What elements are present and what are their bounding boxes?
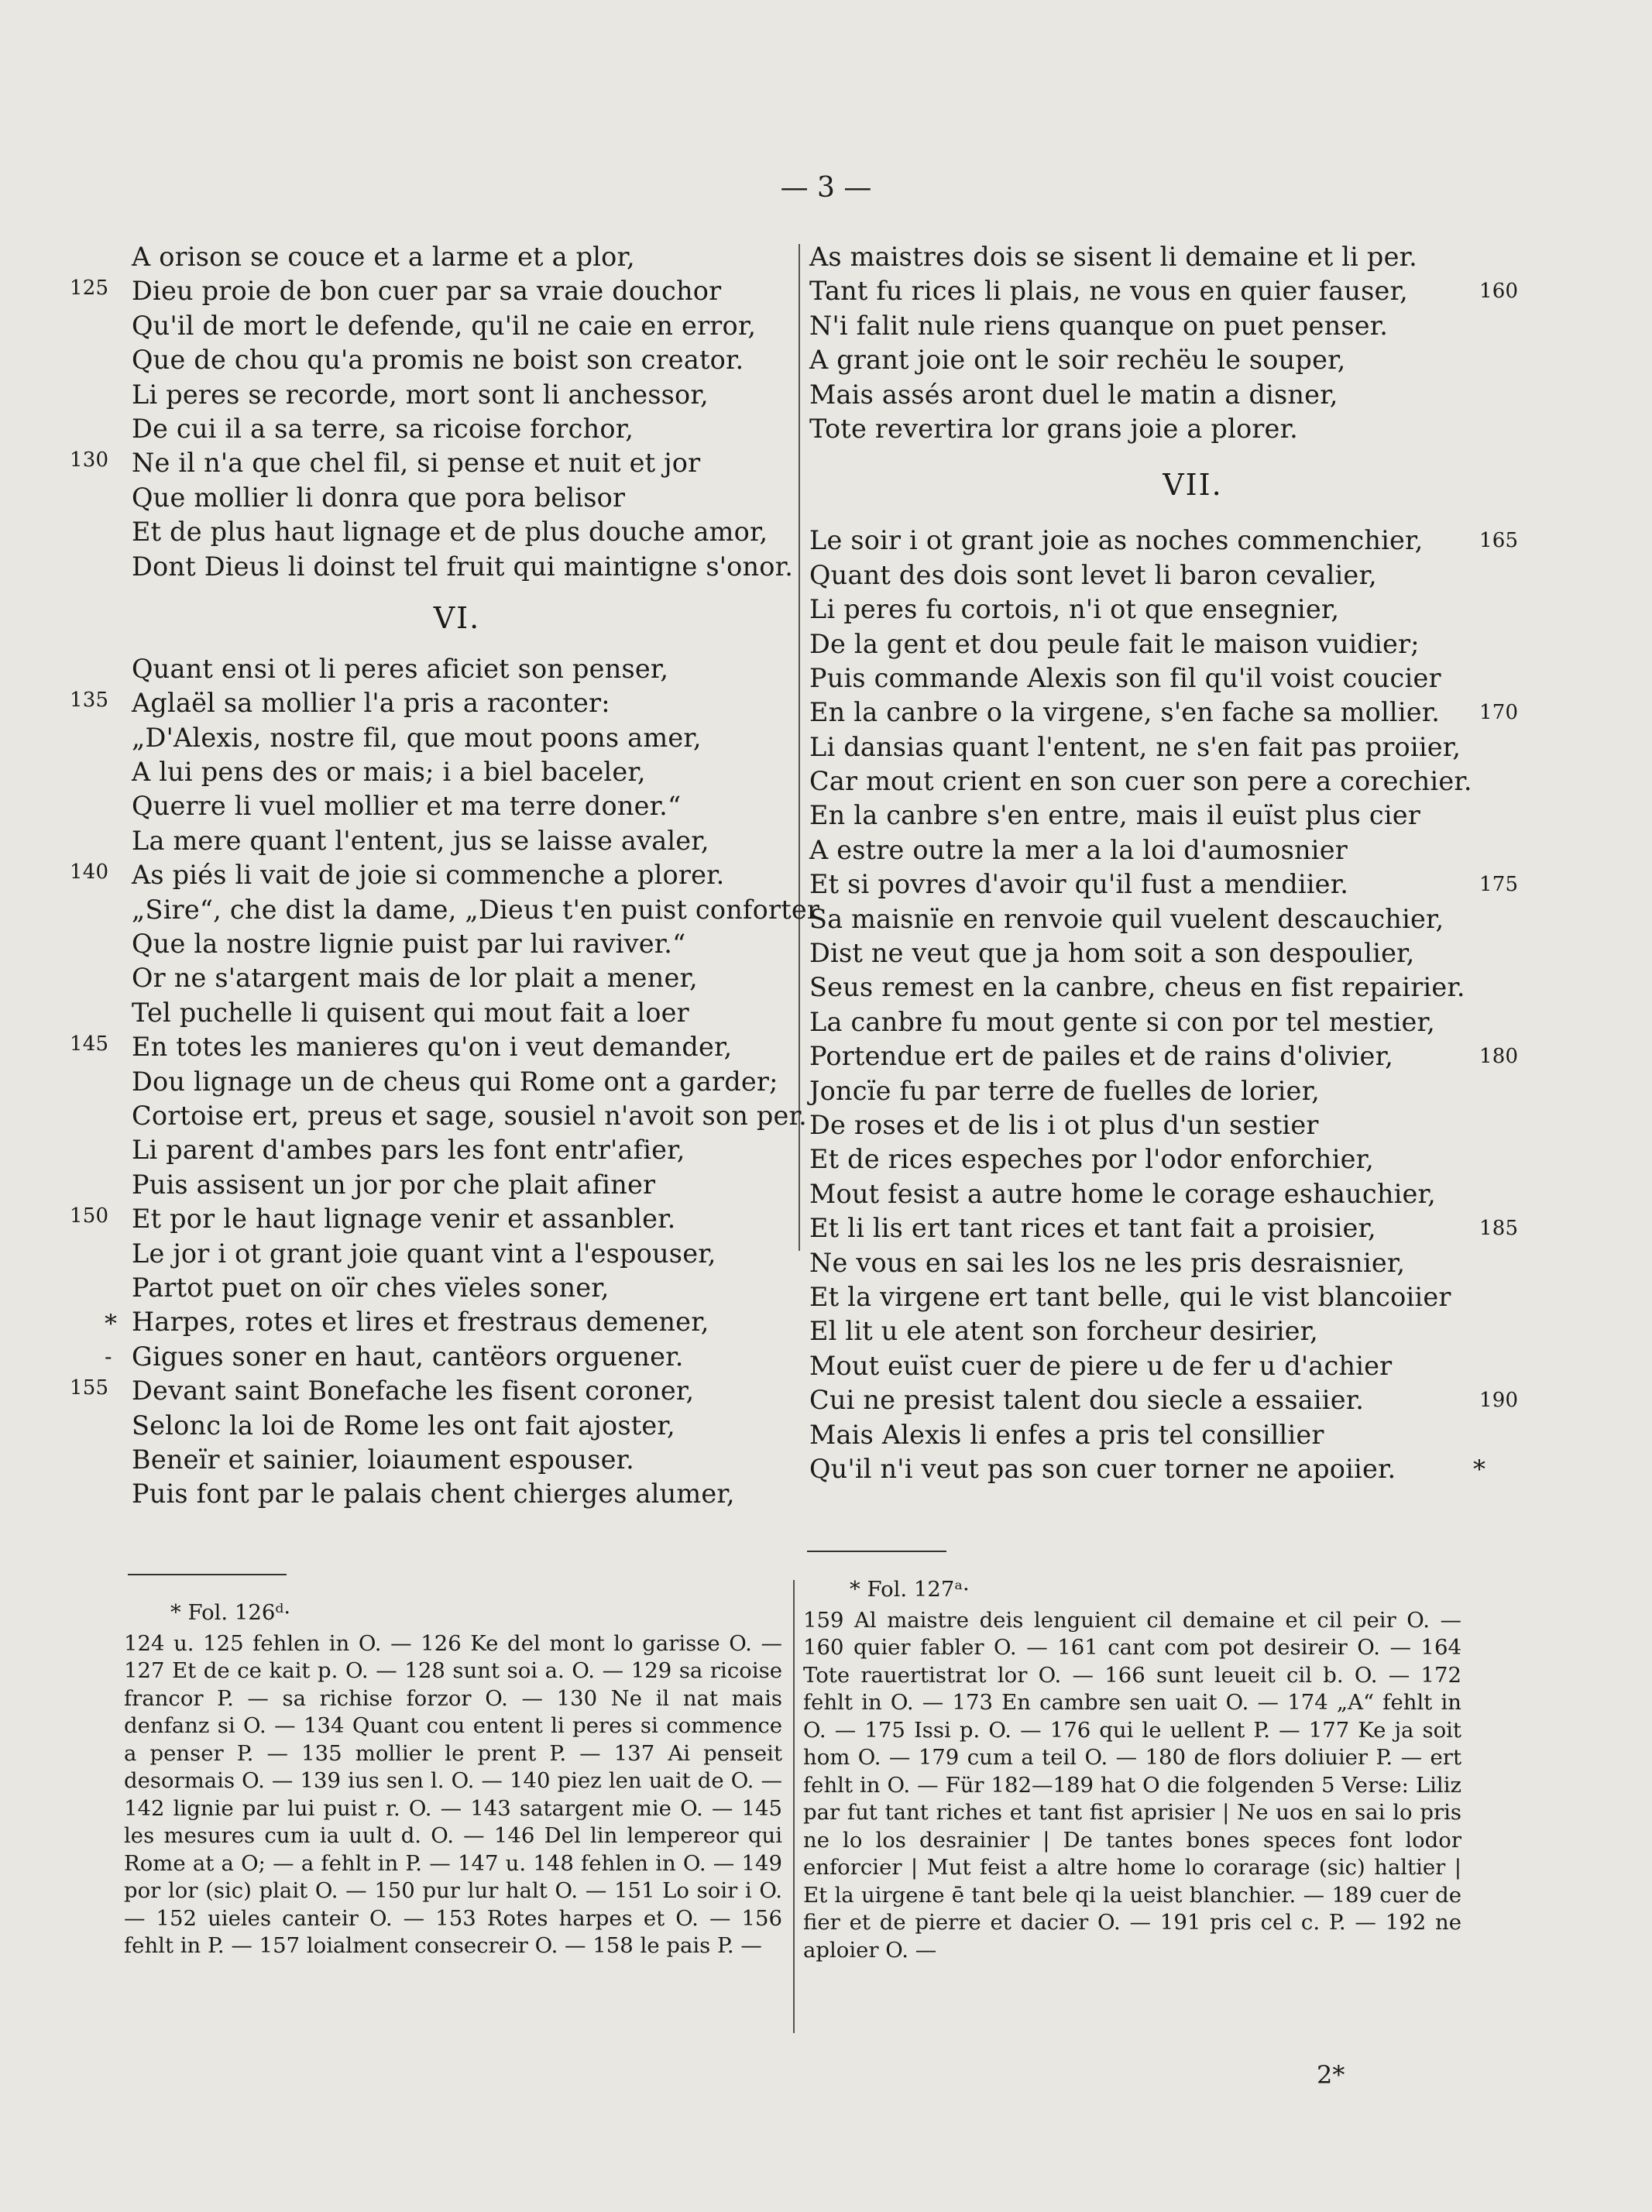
verse-line <box>805 1177 1572 1211</box>
verse-line <box>70 927 790 961</box>
folio-marker: * <box>1473 1454 1486 1484</box>
line-number: - <box>105 1343 112 1369</box>
verse-text: Et si povres d'avoir qu'il fust a mendiier. <box>809 869 1349 900</box>
verse-line <box>70 240 790 274</box>
verse-text: Qu'il de mort le defende, qu'il ne caie en error, <box>132 310 757 341</box>
verse-line <box>805 902 1572 936</box>
verse-text: Tel puchelle li quisent qui mout fait a loer <box>132 997 689 1028</box>
verse-line <box>805 970 1572 1005</box>
verse-line <box>805 799 1572 833</box>
verse-line <box>70 1030 790 1064</box>
verse-text: Li peres se recorde, mort sont li anchessor, <box>132 379 709 410</box>
verse-line <box>70 1409 790 1443</box>
verse-line <box>70 515 790 549</box>
footnote-rule-left <box>128 1574 287 1575</box>
verse-text: Mais assés aront duel le matin a disner, <box>809 379 1338 410</box>
right-verse-block-1 <box>805 240 1572 446</box>
verse-text: Li peres fu cortois, n'i ot que ensegnier, <box>809 594 1340 625</box>
verse-text: Ne vous en sai les los ne les pris desraisnier, <box>809 1247 1406 1278</box>
verse-line <box>70 481 790 515</box>
verse-text: Dou lignage un de cheus qui Rome ont a garder; <box>132 1066 778 1097</box>
verse-text: Puis commande Alexis son fil qu'il voist coucier <box>809 662 1441 693</box>
verse-text: Tant fu rices li plais, ne vous en quier fauser, <box>809 276 1408 307</box>
left-verse-block-1 <box>70 240 794 584</box>
verse-line <box>70 721 790 755</box>
verse-text: „Sire“, che dist la dame, „Dieus t'en puist conforter <box>132 894 820 925</box>
verse-line <box>70 343 790 377</box>
verse-line <box>70 1271 790 1305</box>
verse-text: Puis assisent un jor por che plait afiner <box>132 1169 656 1200</box>
verse-line <box>805 1005 1572 1039</box>
verse-line <box>70 996 790 1030</box>
verse-text: Mais Alexis li enfes a pris tel consillier <box>809 1419 1324 1450</box>
verse-text: La canbre fu mout gente si con por tel mestier, <box>809 1006 1435 1037</box>
verse-line <box>805 1418 1572 1452</box>
verse-line <box>805 378 1572 412</box>
line-number: 175 <box>1479 873 1519 897</box>
verse-text: Joncïe fu par terre de fuelles de lorier, <box>809 1075 1320 1106</box>
verse-line <box>805 309 1572 343</box>
verse-line <box>70 1374 790 1408</box>
footnote-folio-right: * Fol. 127ᵃ· <box>850 1577 970 1602</box>
verse-line <box>70 378 790 412</box>
footnote-divider <box>793 1580 795 2033</box>
verse-line <box>805 867 1572 902</box>
verse-text: Beneïr et sainier, loiaument espouser. <box>132 1444 635 1475</box>
verse-text: Que de chou qu'a promis ne boist son creator. <box>132 345 744 376</box>
verse-line <box>805 1383 1572 1417</box>
verse-text: Tote revertira lor grans joie a plorer. <box>809 413 1298 444</box>
verse-text: Li dansias quant l'entent, ne s'en fait pas proiier, <box>809 731 1461 762</box>
footnote-text-left: 124 u. 125 fehlen in O. — 126 Ke del mont lo garisse O. — 127 Et de ce kait p. O. — 128 sunt soi a. O. — 129 sa ricoise francor P. — sa richise forzor O. — 130 Ne il nat mais denfanz si O. — 134 Quant cou entent li peres si commence a penser P. — 135 mollier le prent P. — 137 Ai penseit desormais O. — 139 ius sen l. O. — 140 piez len uait de O. — 142 lignie par lui puist r. O. — 143 satargent mie O. — 145 les mesures cum ia uult d. O. — 146 Del lin lempereor qui Rome at a O; — a fehlt in P. — 147 u. 148 fehlen in O. — 149 por lor (sic) plait O. — 150 pur lur halt O. — 151 Lo soir i O. — 152 uieles canteir O. — 153 Rotes harpes et O. — 156 fehlt in P. — 157 loialment consecreir O. — 158 le pais P. — <box>124 1630 782 1958</box>
verse-text: Quant des dois sont levet li baron cevalier, <box>809 559 1377 590</box>
line-number: 165 <box>1479 529 1519 553</box>
verse-text: Seus remest en la canbre, cheus en fist repairier. <box>809 972 1465 1003</box>
verse-text: Gigues soner en haut, cantëors orguener. <box>132 1341 684 1372</box>
verse-text: Devant saint Bonefache les fisent coroner, <box>132 1376 695 1407</box>
signature-mark: 2* <box>1317 2060 1345 2090</box>
verse-text: Le jor i ot grant joie quant vint a l'espouser, <box>132 1238 716 1269</box>
verse-line <box>70 652 790 686</box>
verse-text: A lui pens des or mais; i a biel baceler, <box>132 757 646 788</box>
verse-line <box>805 730 1572 764</box>
verse-text: A orison se couce et a larme et a plor, <box>132 242 635 272</box>
verse-line <box>70 755 790 789</box>
verse-text: Cui ne presist talent dou siecle a essaiier. <box>809 1385 1365 1416</box>
verse-line <box>805 558 1572 592</box>
verse-text: „D'Alexis, nostre fil, que mout poons amer, <box>132 722 702 753</box>
line-number: 130 <box>70 448 109 472</box>
verse-text: Qu'il n'i veut pas son cuer torner ne apoiier. <box>809 1453 1396 1484</box>
verse-text: Puis font par le palais chent chierges alumer, <box>132 1479 735 1510</box>
verse-line <box>805 240 1572 274</box>
verse-text: El lit u ele atent son forcheur desirier, <box>809 1316 1319 1347</box>
verse-text: Dieu proie de bon cuer par sa vraie douchor <box>132 276 722 307</box>
line-number: 170 <box>1479 701 1519 725</box>
line-number: 160 <box>1479 280 1519 304</box>
verse-text: En la canbre s'en entre, mais il euïst plus cier <box>809 800 1420 831</box>
verse-line <box>805 1314 1572 1348</box>
line-number: 145 <box>70 1032 109 1056</box>
verse-text: Et la virgene ert tant belle, qui le vist blancoiier <box>809 1281 1451 1312</box>
verse-line <box>805 274 1572 308</box>
verse-line <box>805 1142 1572 1176</box>
verse-line <box>70 1237 790 1271</box>
verse-line <box>70 961 790 995</box>
verse-text: Aglaël sa mollier l'a pris a raconter: <box>132 688 610 719</box>
line-number: 180 <box>1479 1045 1519 1069</box>
verse-text: En totes les manieres qu'on i veut demander, <box>132 1032 733 1063</box>
verse-line <box>70 1443 790 1477</box>
verse-line <box>805 1452 1572 1486</box>
verse-line <box>805 696 1572 730</box>
verse-line <box>70 1168 790 1202</box>
verse-text: Car mout crient en son cuer son pere a corechier. <box>809 766 1472 797</box>
line-number: 140 <box>70 860 109 884</box>
verse-text: N'i falit nule riens quanque on puet penser. <box>809 310 1389 341</box>
verse-line <box>70 274 790 308</box>
section-heading-vi: VI. <box>433 600 481 635</box>
verse-text: Li parent d'ambes pars les font entr'afier, <box>132 1135 685 1166</box>
verse-line <box>70 789 790 823</box>
verse-line <box>805 661 1572 696</box>
line-number: 125 <box>70 276 109 301</box>
right-verse-block-2 <box>805 524 1572 1486</box>
verse-text: Ne il n'a que chel fil, si pense et nuit et jor <box>132 448 701 479</box>
footnote-rule-right <box>807 1551 946 1552</box>
verse-line <box>805 592 1572 627</box>
verse-text: A grant joie ont le soir rechëu le souper, <box>809 345 1346 376</box>
verse-line <box>805 936 1572 970</box>
verse-line <box>70 446 790 480</box>
line-number: 190 <box>1479 1389 1519 1413</box>
verse-line <box>805 1108 1572 1142</box>
footnote-text-right: 159 Al maistre deis lenguient cil demaine et cil peir O. — 160 quier fabler O. — 161 cant com pot desireir O. — 164 Tote rauertistrat lor O. — 166 sunt leueit cil b. O. — 172 fehlt in O. — 173 En cambre sen uait O. — 174 „A“ fehlt in O. — 175 Issi p. O. — 176 qui le uellent P. — 177 Ke ja soit hom O. — 179 cum a teil O. — 180 de flors doliuier P. — ert fehlt in O. — Für 182—189 hat O die folgenden 5 Verse: Liliz par fut tant riches et tant fist aprisier | Ne uos en sai lo pris ne lo los desrainier | De tantes bones speces font lodor enforcier | Mut feist a altre home lo corarage (sic) haltier | Et la uirgene ē tant bele qi la ueist blanchier. — 189 cuer de fier et de pierre et dacier O. — 191 pris cel c. P. — 192 ne aploier O. — <box>803 1607 1461 1963</box>
verse-line <box>70 412 790 446</box>
verse-line <box>70 1065 790 1099</box>
verse-text: Portendue ert de pailes et de rains d'olivier, <box>809 1041 1393 1072</box>
verse-line <box>805 1349 1572 1383</box>
verse-line <box>70 1133 790 1167</box>
verse-line <box>805 1074 1572 1108</box>
verse-text: As maistres dois se sisent li demaine et li per. <box>809 242 1417 272</box>
left-column <box>70 240 820 1512</box>
verse-line <box>70 893 820 927</box>
verse-text: De la gent et dou peule fait le maison vuidier; <box>809 628 1420 659</box>
verse-text: Le soir i ot grant joie as noches commenchier, <box>809 525 1424 556</box>
section-heading-vii: VII. <box>1163 468 1223 503</box>
verse-line <box>70 309 790 343</box>
verse-text: Querre li vuel mollier et ma terre doner.“ <box>132 791 682 822</box>
verse-text: Mout euïst cuer de piere u de fer u d'achier <box>809 1350 1393 1381</box>
verse-text: Et de rices espeches por l'odor enforchier, <box>809 1144 1375 1175</box>
verse-line <box>805 1211 1572 1245</box>
verse-line <box>70 824 790 858</box>
line-number: 155 <box>70 1376 109 1400</box>
verse-line <box>70 1305 790 1339</box>
verse-line <box>70 858 790 892</box>
footnotes-left <box>124 1599 782 1960</box>
verse-text: Harpes, rotes et lires et frestraus demener, <box>132 1307 709 1338</box>
page-number: — 3 — <box>780 172 872 204</box>
verse-text: Et por le haut lignage venir et assanbler. <box>132 1204 676 1235</box>
verse-text: As piés li vait de joie si commenche a plorer. <box>132 860 725 891</box>
verse-text: Et li lis ert tant rices et tant fait a proisier, <box>809 1213 1376 1244</box>
line-number: 135 <box>70 689 109 713</box>
verse-line <box>805 1246 1572 1280</box>
verse-line <box>70 1340 790 1374</box>
verse-text: Dont Dieus li doinst tel fruit qui maintigne s'onor. <box>132 551 794 582</box>
verse-line <box>805 764 1572 799</box>
footnote-folio-left: * Fol. 126ᵈ· <box>170 1600 291 1625</box>
verse-text: Or ne s'atargent mais de lor plait a mener, <box>132 963 698 994</box>
footnotes-right <box>803 1576 1461 1964</box>
verse-text: Que la nostre lignie puist par lui raviver.“ <box>132 929 686 960</box>
verse-line <box>805 627 1572 661</box>
verse-line <box>805 833 1572 867</box>
verse-line <box>805 412 1572 446</box>
verse-line <box>70 1202 790 1236</box>
verse-text: Quant ensi ot li peres aficiet son penser, <box>132 653 669 684</box>
verse-text: Cortoise ert, preus et sage, sousiel n'avoit son per. <box>132 1100 807 1131</box>
right-column <box>805 240 1572 1486</box>
verse-line <box>805 1280 1572 1314</box>
verse-text: Sa maisnïe en renvoie quil vuelent descauchier, <box>809 903 1444 934</box>
verse-line <box>805 343 1572 377</box>
verse-text: Dist ne veut que ja hom soit a son despoulier, <box>809 938 1415 969</box>
line-number: 185 <box>1479 1217 1519 1241</box>
verse-line <box>70 1099 807 1133</box>
verse-line <box>805 524 1572 558</box>
verse-text: De roses et de lis i ot plus d'un sestier <box>809 1109 1319 1140</box>
verse-text: La mere quant l'entent, jus se laisse avaler, <box>132 825 709 856</box>
verse-text: Mout fesist a autre home le corage eshauchier, <box>809 1178 1436 1209</box>
verse-text: Selonc la loi de Rome les ont fait ajoster, <box>132 1410 675 1441</box>
left-verse-block-2 <box>70 652 820 1512</box>
folio-marker: * <box>105 1309 118 1339</box>
line-number: 150 <box>70 1204 109 1228</box>
verse-line <box>70 686 790 720</box>
verse-text: Et de plus haut lignage et de plus douche amor, <box>132 517 768 548</box>
verse-text: De cui il a sa terre, sa ricoise forchor, <box>132 413 634 444</box>
verse-text: Que mollier li donra que pora belisor <box>132 482 626 513</box>
verse-text: A estre outre la mer a la loi d'aumosnier <box>809 834 1348 865</box>
verse-text: Partot puet on oïr ches vïeles soner, <box>132 1272 610 1303</box>
verse-text: En la canbre o la virgene, s'en fache sa mollier. <box>809 697 1441 728</box>
verse-line <box>805 1039 1572 1073</box>
verse-line <box>70 550 794 584</box>
verse-line <box>70 1477 790 1511</box>
